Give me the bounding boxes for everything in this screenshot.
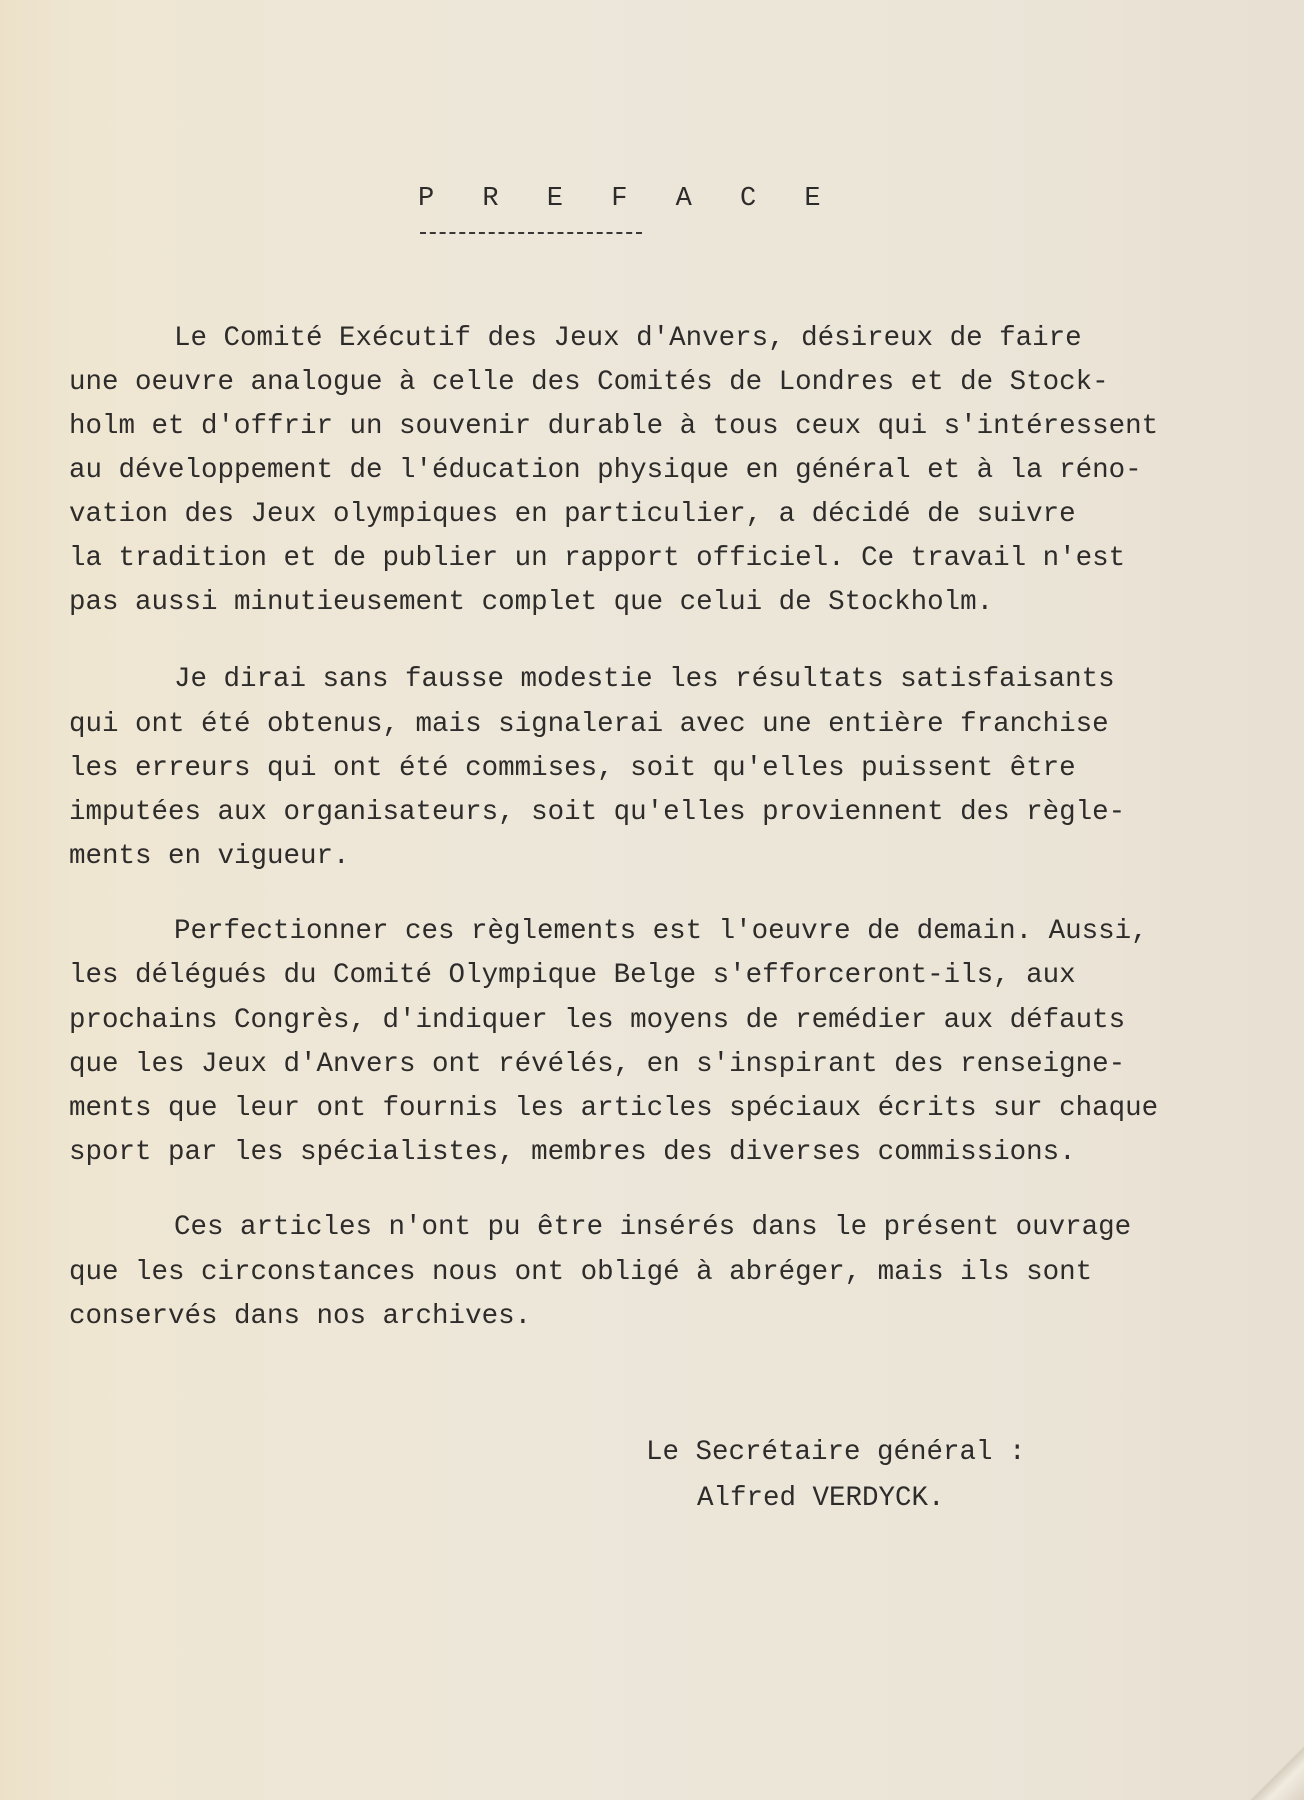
- paragraph-3-line-6: sport par les spécialistes, membres des diverses commissions.: [69, 1137, 1076, 1168]
- paragraph-1-line-1: Le Comité Exécutif des Jeux d'Anvers, désireux de faire: [174, 323, 1082, 354]
- paragraph-4-line-2: que les circonstances nous ont obligé à abréger, mais ils sont: [69, 1257, 1093, 1288]
- signature-name: Alfred VERDYCK.: [697, 1483, 945, 1514]
- paragraph-1-line-4: au développement de l'éducation physique en général et à la réno-: [69, 455, 1142, 486]
- page-corner-fold: [1244, 1740, 1304, 1800]
- paragraph-4-line-1: Ces articles n'ont pu être insérés dans le présent ouvrage: [174, 1212, 1132, 1243]
- paragraph-3-line-4: que les Jeux d'Anvers ont révélés, en s'inspirant des renseigne-: [69, 1049, 1126, 1080]
- paragraph-2-line-5: ments en vigueur.: [69, 841, 350, 872]
- signature-role: Le Secrétaire général :: [646, 1437, 1026, 1468]
- paragraph-3-line-1: Perfectionner ces règlements est l'oeuvre de demain. Aussi,: [174, 916, 1148, 947]
- paragraph-4-line-3: conservés dans nos archives.: [69, 1301, 532, 1332]
- title-underline: [420, 232, 642, 234]
- paragraph-1-line-6: la tradition et de publier un rapport officiel. Ce travail n'est: [69, 543, 1126, 574]
- paragraph-2-line-1: Je dirai sans fausse modestie les résultats satisfaisants: [174, 664, 1115, 695]
- paragraph-2-line-3: les erreurs qui ont été commises, soit qu'elles puissent être: [69, 753, 1076, 784]
- paragraph-1-line-3: holm et d'offrir un souvenir durable à tous ceux qui s'intéressent: [69, 411, 1159, 442]
- paragraph-3-line-5: ments que leur ont fournis les articles spéciaux écrits sur chaque: [69, 1093, 1159, 1124]
- page-title: P R E F A C E: [418, 184, 837, 214]
- paragraph-1-line-5: vation des Jeux olympiques en particulier, a décidé de suivre: [69, 499, 1076, 530]
- paragraph-3-line-2: les délégués du Comité Olympique Belge s'efforceront-ils, aux: [69, 960, 1076, 991]
- paragraph-2-line-2: qui ont été obtenus, mais signalerai avec une entière franchise: [69, 709, 1109, 740]
- paragraph-1-line-7: pas aussi minutieusement complet que celui de Stockholm.: [69, 587, 994, 618]
- paragraph-2-line-4: imputées aux organisateurs, soit qu'elles proviennent des règle-: [69, 797, 1126, 828]
- paragraph-3-line-3: prochains Congrès, d'indiquer les moyens de remédier aux défauts: [69, 1005, 1126, 1036]
- paragraph-1-line-2: une oeuvre analogue à celle des Comités de Londres et de Stock-: [69, 367, 1109, 398]
